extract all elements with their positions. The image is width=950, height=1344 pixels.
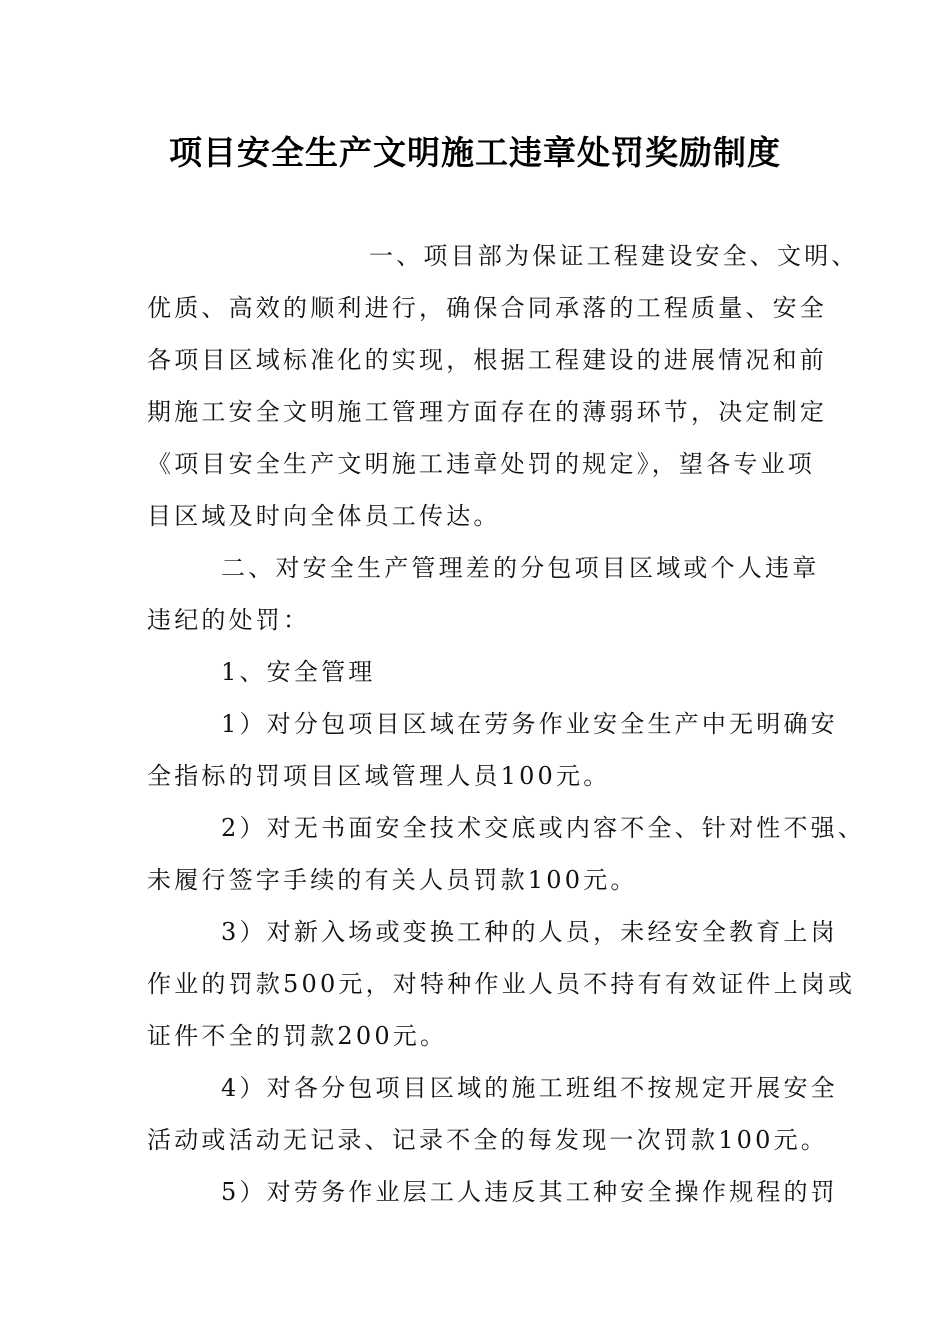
paragraph-line: 各项目区域标准化的实现，根据工程建设的进展情况和前 bbox=[147, 346, 827, 374]
paragraph-line: 优质、高效的顺利进行，确保合同承落的工程质量、安全 bbox=[147, 294, 827, 322]
paragraph-line: 作业的罚款500元，对特种作业人员不持有有效证件上岗或 bbox=[147, 970, 856, 998]
paragraph-line: 违纪的处罚： bbox=[147, 606, 311, 634]
paragraph-line: 二、对安全生产管理差的分包项目区域或个人违章 bbox=[221, 554, 820, 582]
paragraph-line: 全指标的罚项目区域管理人员100元。 bbox=[147, 762, 611, 790]
paragraph-line: 5）对劳务作业层工人违反其工种安全操作规程的罚 bbox=[221, 1178, 838, 1206]
paragraph-line: 1）对分包项目区域在劳务作业安全生产中无明确安 bbox=[221, 710, 838, 738]
document-body bbox=[147, 230, 866, 1218]
paragraph-line: 目区域及时向全体员工传达。 bbox=[147, 502, 501, 530]
paragraph-line: 未履行签字手续的有关人员罚款100元。 bbox=[147, 866, 638, 894]
paragraph-line: 3）对新入场或变换工种的人员，未经安全教育上岗 bbox=[221, 918, 838, 946]
paragraph-line: 4）对各分包项目区域的施工班组不按规定开展安全 bbox=[221, 1074, 838, 1102]
paragraph-line: 一、项目部为保证工程建设安全、文明、 bbox=[369, 242, 859, 270]
paragraph-line: 《项目安全生产文明施工违章处罚的规定》，望各专业项 bbox=[147, 450, 815, 478]
paragraph-line: 证件不全的罚款200元。 bbox=[147, 1022, 448, 1050]
document-title: 项目安全生产文明施工违章处罚奖励制度 bbox=[169, 133, 781, 172]
section-heading: 1、安全管理 bbox=[221, 658, 376, 686]
paragraph-line: 2）对无书面安全技术交底或内容不全、针对性不强、 bbox=[221, 814, 866, 842]
paragraph-line: 活动或活动无记录、记录不全的每发现一次罚款100元。 bbox=[147, 1126, 829, 1154]
paragraph-line: 期施工安全文明施工管理方面存在的薄弱环节，决定制定 bbox=[147, 398, 827, 426]
